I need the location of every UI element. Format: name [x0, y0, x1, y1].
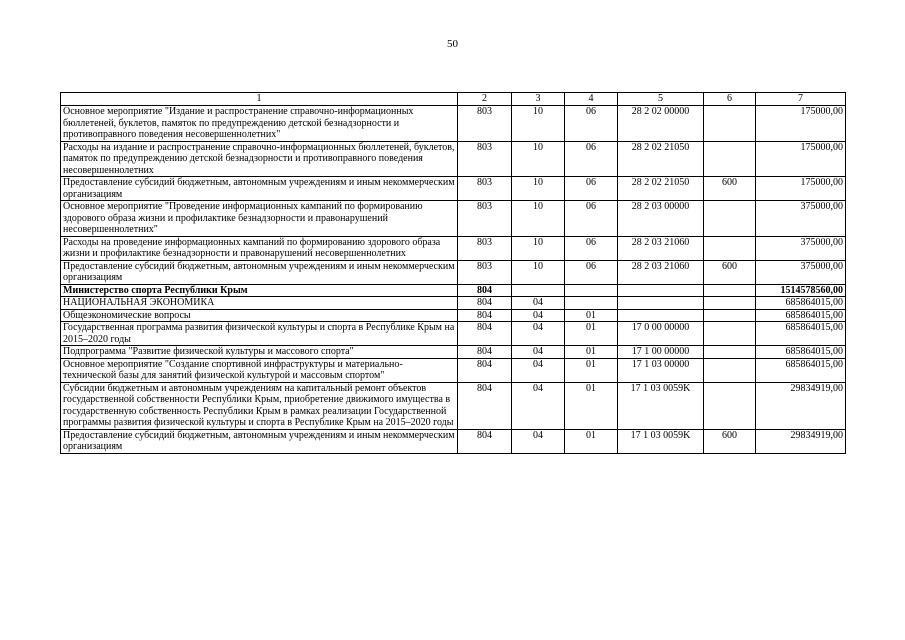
- row-csr-cell: 17 1 03 00000: [618, 358, 704, 382]
- row-csr-cell: 28 2 02 21050: [618, 141, 704, 177]
- row-sum-cell: 1514578560,00: [756, 284, 846, 297]
- row-rz-cell: 10: [512, 201, 565, 237]
- table-row: [61, 236, 846, 260]
- row-gr-cell: 804: [458, 309, 512, 322]
- row-gr-cell: 803: [458, 236, 512, 260]
- row-csr-cell: 28 2 02 21050: [618, 177, 704, 201]
- table-row: [61, 177, 846, 201]
- row-vr-cell: [704, 236, 756, 260]
- table-row: [61, 141, 846, 177]
- row-pr-cell: 01: [565, 309, 618, 322]
- table-row: [61, 346, 846, 359]
- row-pr-cell: 06: [565, 236, 618, 260]
- row-vr-cell: [704, 201, 756, 237]
- row-csr-cell: 17 1 03 0059K: [618, 382, 704, 429]
- row-pr-cell: 01: [565, 346, 618, 359]
- row-name-cell: Предоставление субсидий бюджетным, автономным учреждениям и иным некоммерческим организациям: [61, 177, 458, 201]
- row-vr-cell: [704, 309, 756, 322]
- row-rz-cell: 10: [512, 106, 565, 142]
- row-rz-cell: 10: [512, 177, 565, 201]
- row-name-cell: Основное мероприятие "Издание и распространение справочно-информационных бюллетеней, буклетов, памяток по предупреждению детской безнадзорности и противоправного поведения несовершеннолетних": [61, 106, 458, 142]
- row-gr-cell: 804: [458, 322, 512, 346]
- row-pr-cell: 06: [565, 201, 618, 237]
- row-vr-cell: [704, 382, 756, 429]
- row-pr-cell: 06: [565, 106, 618, 142]
- row-rz-cell: 10: [512, 236, 565, 260]
- page-number: 50: [447, 38, 458, 50]
- row-name-cell: Субсидии бюджетным и автономным учреждениям на капитальный ремонт объектов государственной собственности Республики Крым, приобретение движимого имущества в государственную собственность Республики Крым в рамках реализации Государственной программы развития физической культуры и спорта в Республике Крым на 2015–2020 годы: [61, 382, 458, 429]
- row-sum-cell: 685864015,00: [756, 346, 846, 359]
- table-row: [61, 260, 846, 284]
- row-gr-cell: 804: [458, 284, 512, 297]
- row-name-cell: Предоставление субсидий бюджетным, автономным учреждениям и иным некоммерческим организациям: [61, 429, 458, 453]
- table-row: [61, 382, 846, 429]
- row-gr-cell: 804: [458, 346, 512, 359]
- row-vr-cell: 600: [704, 429, 756, 453]
- table-row: [61, 309, 846, 322]
- row-gr-cell: 803: [458, 106, 512, 142]
- row-gr-cell: 803: [458, 177, 512, 201]
- header-col-1: 1: [61, 93, 458, 106]
- row-rz-cell: 04: [512, 322, 565, 346]
- row-rz-cell: 04: [512, 346, 565, 359]
- row-vr-cell: [704, 106, 756, 142]
- row-rz-cell: 04: [512, 382, 565, 429]
- row-pr-cell: 01: [565, 358, 618, 382]
- header-col-3: 3: [512, 93, 565, 106]
- row-rz-cell: 10: [512, 141, 565, 177]
- row-csr-cell: 28 2 03 00000: [618, 201, 704, 237]
- row-pr-cell: 06: [565, 260, 618, 284]
- row-csr-cell: 17 0 00 00000: [618, 322, 704, 346]
- row-vr-cell: 600: [704, 260, 756, 284]
- row-pr-cell: 06: [565, 141, 618, 177]
- row-name-cell: Министерство спорта Республики Крым: [61, 284, 458, 297]
- row-gr-cell: 803: [458, 201, 512, 237]
- row-csr-cell: [618, 284, 704, 297]
- table-row: [61, 106, 846, 142]
- header-col-6: 6: [704, 93, 756, 106]
- row-csr-cell: 17 1 03 0059K: [618, 429, 704, 453]
- row-csr-cell: [618, 297, 704, 310]
- row-vr-cell: [704, 284, 756, 297]
- row-rz-cell: 10: [512, 260, 565, 284]
- row-name-cell: Основное мероприятие "Создание спортивной инфраструктуры и материально-технической базы для занятий физической культурой и массовым спортом": [61, 358, 458, 382]
- row-rz-cell: [512, 284, 565, 297]
- row-name-cell: НАЦИОНАЛЬНАЯ ЭКОНОМИКА: [61, 297, 458, 310]
- row-sum-cell: 685864015,00: [756, 297, 846, 310]
- header-row: [61, 93, 846, 106]
- header-col-2: 2: [458, 93, 512, 106]
- budget-table: [60, 92, 846, 454]
- row-pr-cell: 01: [565, 429, 618, 453]
- row-gr-cell: 804: [458, 382, 512, 429]
- row-csr-cell: [618, 309, 704, 322]
- table-row: [61, 201, 846, 237]
- row-sum-cell: 375000,00: [756, 201, 846, 237]
- row-rz-cell: 04: [512, 297, 565, 310]
- row-csr-cell: 17 1 00 00000: [618, 346, 704, 359]
- row-name-cell: Подпрограмма "Развитие физической культуры и массового спорта": [61, 346, 458, 359]
- row-name-cell: Расходы на проведение информационных кампаний по формированию здорового образа жизни и профилактике безнадзорности и правонарушений несовершеннолетних: [61, 236, 458, 260]
- row-name-cell: Государственная программа развития физической культуры и спорта в Республике Крым на 2015–2020 годы: [61, 322, 458, 346]
- row-sum-cell: 29834919,00: [756, 429, 846, 453]
- header-col-4: 4: [565, 93, 618, 106]
- row-sum-cell: 175000,00: [756, 141, 846, 177]
- row-vr-cell: [704, 346, 756, 359]
- row-pr-cell: 06: [565, 177, 618, 201]
- row-csr-cell: 28 2 03 21060: [618, 260, 704, 284]
- row-name-cell: Общеэкономические вопросы: [61, 309, 458, 322]
- row-sum-cell: 375000,00: [756, 236, 846, 260]
- row-gr-cell: 804: [458, 358, 512, 382]
- row-gr-cell: 804: [458, 429, 512, 453]
- row-sum-cell: 175000,00: [756, 106, 846, 142]
- row-sum-cell: 29834919,00: [756, 382, 846, 429]
- row-sum-cell: 685864015,00: [756, 322, 846, 346]
- row-sum-cell: 375000,00: [756, 260, 846, 284]
- row-gr-cell: 804: [458, 297, 512, 310]
- row-csr-cell: 28 2 03 21060: [618, 236, 704, 260]
- row-gr-cell: 803: [458, 141, 512, 177]
- header-col-7: 7: [756, 93, 846, 106]
- table-row: [61, 284, 846, 297]
- row-rz-cell: 04: [512, 309, 565, 322]
- row-rz-cell: 04: [512, 429, 565, 453]
- row-gr-cell: 803: [458, 260, 512, 284]
- row-pr-cell: [565, 297, 618, 310]
- row-vr-cell: [704, 297, 756, 310]
- row-vr-cell: 600: [704, 177, 756, 201]
- row-name-cell: Предоставление субсидий бюджетным, автономным учреждениям и иным некоммерческим организациям: [61, 260, 458, 284]
- row-name-cell: Расходы на издание и распространение справочно-информационных бюллетеней, буклетов, памяток по предупреждению детской безнадзорности и противоправного поведения несовершеннолетних: [61, 141, 458, 177]
- row-vr-cell: [704, 141, 756, 177]
- row-sum-cell: 685864015,00: [756, 358, 846, 382]
- table-row: [61, 429, 846, 453]
- row-name-cell: Основное мероприятие "Проведение информационных кампаний по формированию здорового образа жизни и профилактике безнадзорности и правонарушений несовершеннолетних": [61, 201, 458, 237]
- row-csr-cell: 28 2 02 00000: [618, 106, 704, 142]
- table-row: [61, 322, 846, 346]
- table-row: [61, 358, 846, 382]
- row-vr-cell: [704, 322, 756, 346]
- row-rz-cell: 04: [512, 358, 565, 382]
- row-pr-cell: 01: [565, 322, 618, 346]
- row-sum-cell: 685864015,00: [756, 309, 846, 322]
- row-sum-cell: 175000,00: [756, 177, 846, 201]
- table-row: [61, 297, 846, 310]
- row-pr-cell: 01: [565, 382, 618, 429]
- row-pr-cell: [565, 284, 618, 297]
- header-col-5: 5: [618, 93, 704, 106]
- row-vr-cell: [704, 358, 756, 382]
